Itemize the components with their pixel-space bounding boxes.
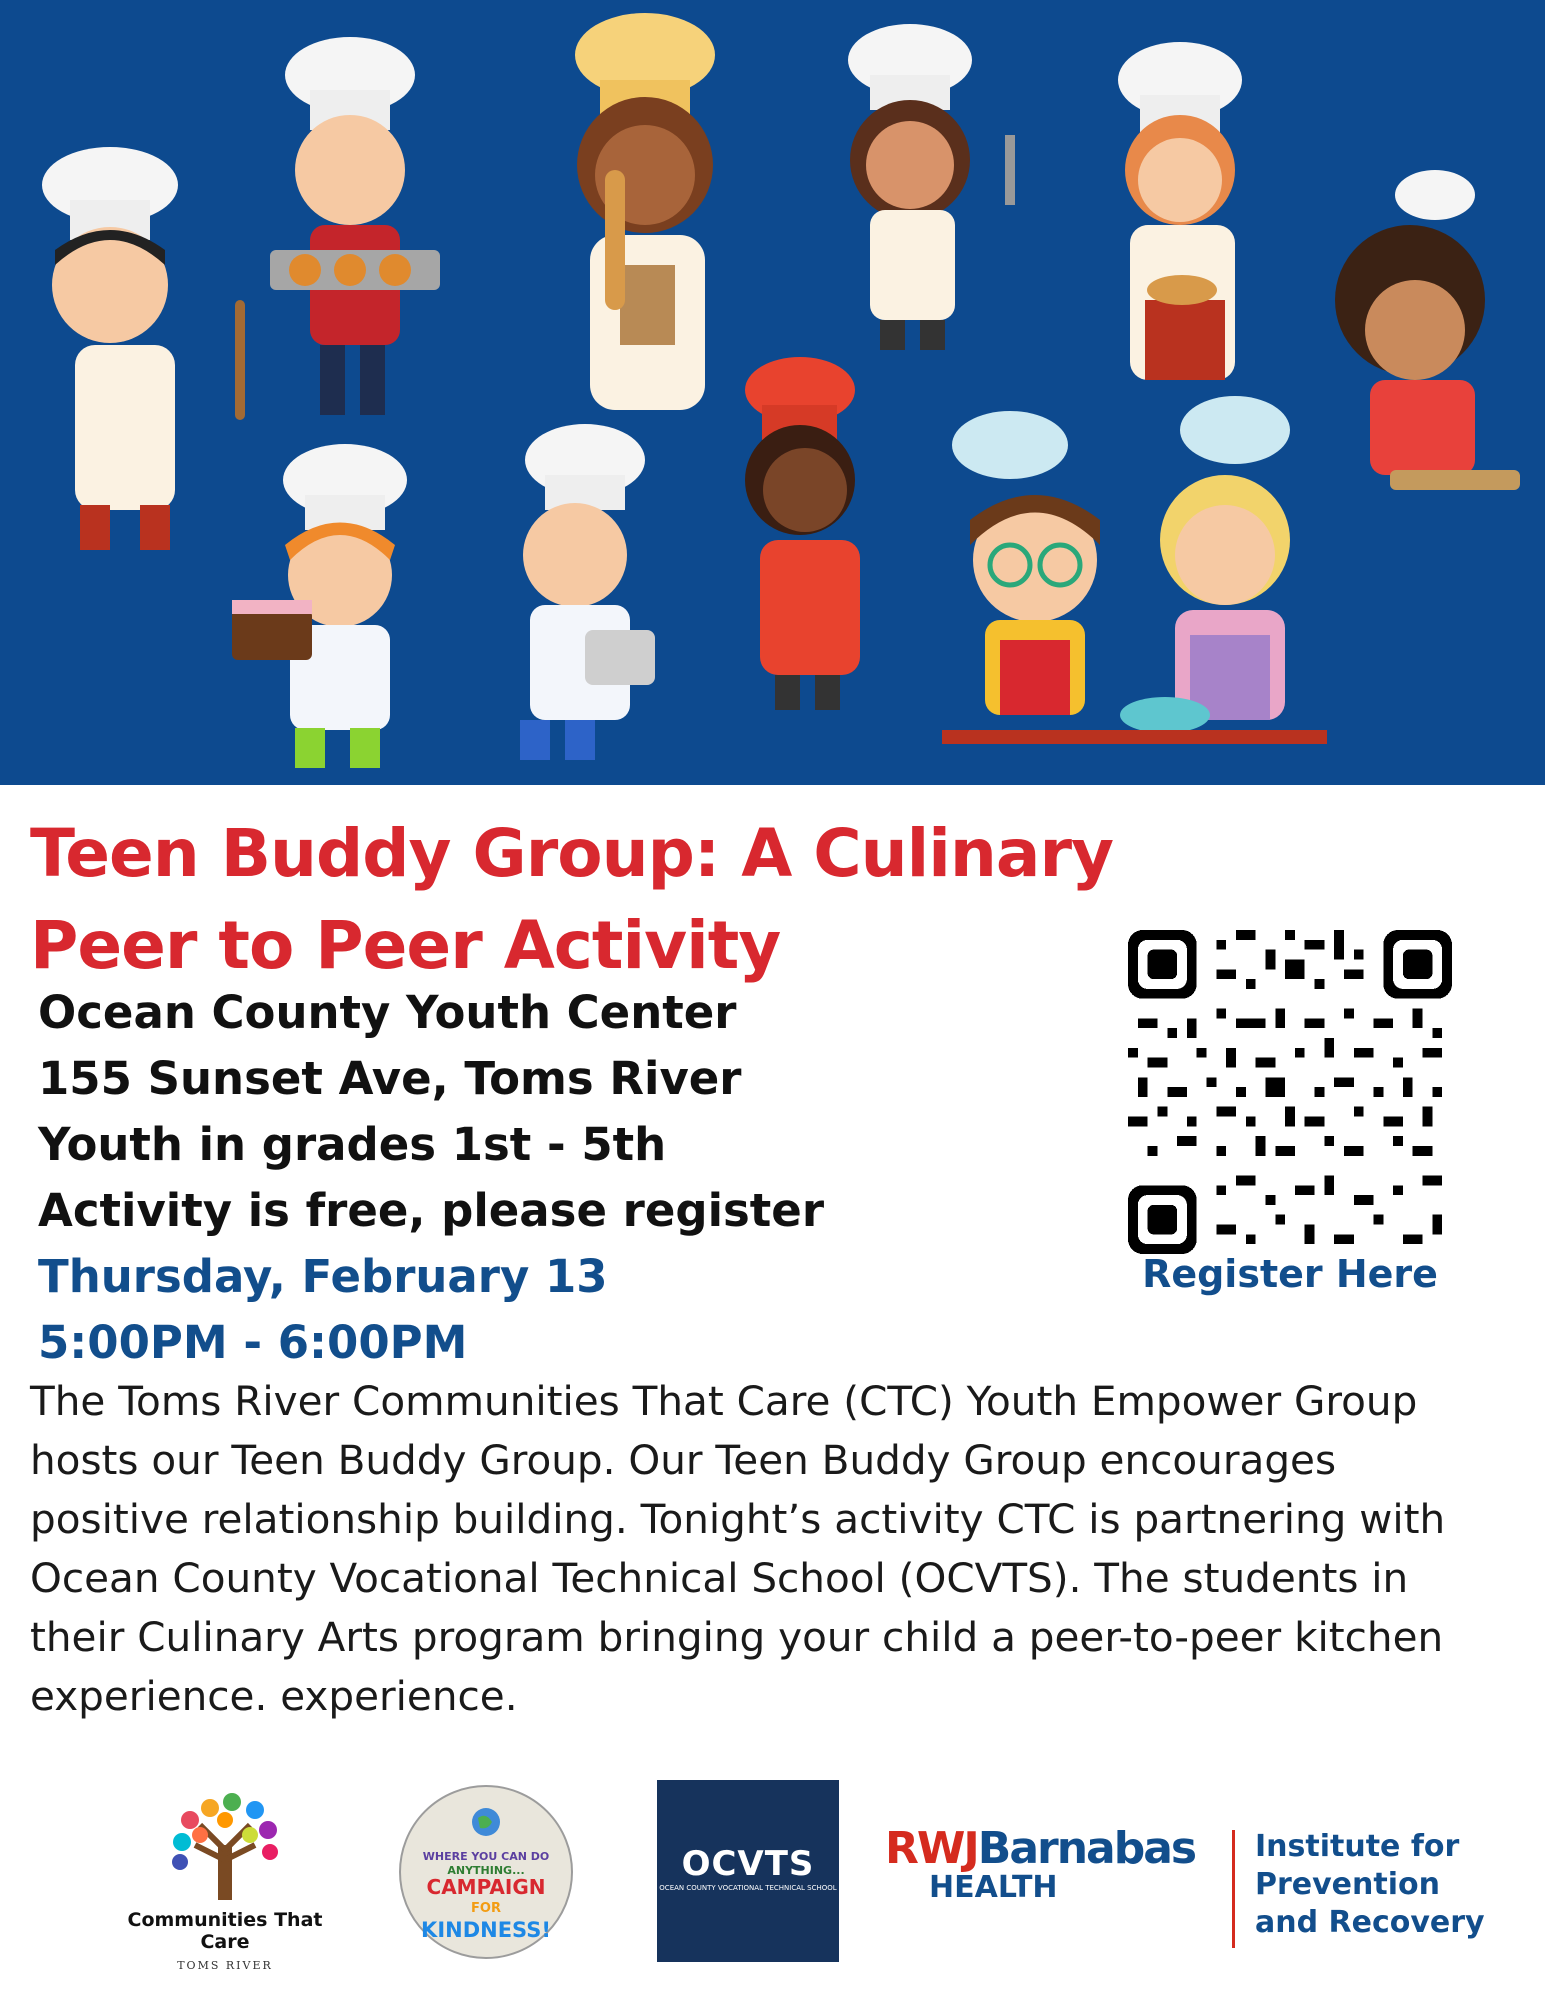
chef-kid-figure — [42, 147, 245, 550]
rwjbarnabas-health-logo — [885, 1825, 1215, 1935]
register-here-link[interactable]: Register Here — [1142, 1252, 1438, 1296]
hero-banner — [0, 0, 1545, 785]
kindness-badge-icon — [396, 1782, 576, 1962]
ipr-line-2: Prevention — [1255, 1867, 1440, 1902]
institute-prevention-recovery-logo — [1255, 1828, 1535, 1942]
chef-kid-figure — [848, 24, 1015, 350]
kitchen-counter — [942, 730, 1327, 744]
event-time: 5:00PM - 6:00PM — [38, 1316, 468, 1369]
event-details — [38, 980, 1098, 1376]
rwj-part-1: RWJ — [885, 1823, 978, 1874]
ocvts-name: OCVTS — [681, 1844, 815, 1884]
chef-kid-figure — [520, 424, 655, 760]
svg-text:FOR: FOR — [471, 1901, 501, 1916]
chef-kid-figure — [1118, 42, 1242, 380]
venue-name: Ocean County Youth Center — [38, 986, 737, 1039]
event-title-line-2: Peer to Peer Activity — [30, 907, 781, 984]
cost-note: Activity is free, please register — [38, 1184, 825, 1237]
event-title-line-1: Teen Buddy Group: A Culinary — [30, 815, 1114, 892]
ocvts-sub: OCEAN COUNTY VOCATIONAL TECHNICAL SCHOOL — [659, 1884, 837, 1892]
ctc-sub: TOMS RIVER — [177, 1959, 273, 1972]
event-date: Thursday, February 13 — [38, 1250, 608, 1303]
svg-text:ANYTHING...: ANYTHING... — [447, 1864, 525, 1877]
qr-code-icon[interactable] — [1128, 930, 1452, 1254]
logo-divider — [1232, 1830, 1235, 1948]
chef-kid-figure — [952, 411, 1100, 715]
audience: Youth in grades 1st - 5th — [38, 1118, 667, 1171]
svg-text:KINDNESS!: KINDNESS! — [421, 1918, 551, 1942]
svg-text:CAMPAIGN: CAMPAIGN — [426, 1875, 546, 1899]
venue-address: 155 Sunset Ave, Toms River — [38, 1052, 742, 1105]
rwj-part-2: Barnabas — [977, 1823, 1196, 1874]
ctc-name: Communities That Care — [127, 1909, 323, 1953]
ipr-line-3: and Recovery — [1255, 1905, 1485, 1940]
chef-kid-figure — [745, 357, 860, 710]
campaign-for-kindness-logo — [396, 1782, 576, 1962]
chef-kid-figure — [232, 444, 407, 768]
communities-that-care-logo — [100, 1790, 350, 1970]
partner-logos — [0, 1780, 1545, 2000]
tree-of-hands-icon — [160, 1790, 290, 1905]
rwj-health: HEALTH — [929, 1870, 1058, 1905]
ocvts-logo — [657, 1780, 839, 1962]
chef-kid-figure — [1335, 170, 1520, 490]
chef-kid-figure — [575, 13, 715, 410]
event-description: The Toms River Communities That Care (CTC) Youth Empower Group hosts our Teen Buddy Group. Our Teen Buddy Group encourages positive relationship building. Tonight’s activity CTC is partnering with Ocean County Vocational Technical School (OCVTS). The students in their Culinary Arts program bringing your child a peer-to-peer kitchen experience. experience. — [30, 1377, 1446, 1720]
ipr-line-1: Institute for — [1255, 1829, 1460, 1864]
svg-text:WHERE YOU CAN DO: WHERE YOU CAN DO — [422, 1850, 550, 1863]
chef-kid-figure — [1120, 396, 1290, 733]
chef-kids-illustration — [0, 0, 1545, 785]
chef-kid-figure — [270, 37, 440, 415]
